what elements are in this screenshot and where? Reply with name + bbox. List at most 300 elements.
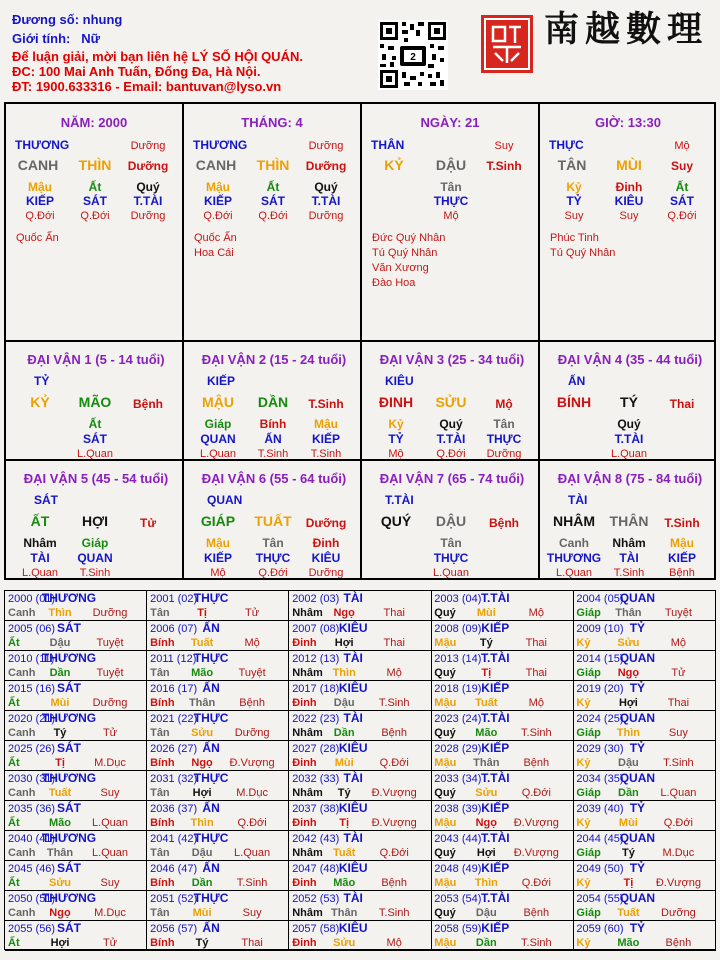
year-stem: Canh xyxy=(8,667,36,679)
luck-hidden-stem: Canh xyxy=(559,536,589,550)
year-branch: Thìn xyxy=(48,607,72,619)
year-cell xyxy=(573,681,715,711)
year-label: 2038 (39) xyxy=(434,803,482,815)
year-ten-god: KIẾP xyxy=(481,621,510,635)
luck-stage: Dưỡng xyxy=(305,516,347,530)
year-ten-god: ẤN xyxy=(202,741,220,755)
year-label: 2000 (01) xyxy=(8,593,56,605)
year-cell xyxy=(431,651,573,681)
pillar-hidden-stage: Dưỡng xyxy=(130,210,166,222)
year-stage: M.Dục xyxy=(94,757,126,769)
year-label: 2057 (58) xyxy=(292,923,340,935)
year-ten-god: QUAN xyxy=(619,711,656,725)
pillar-stem: CANH xyxy=(195,157,237,173)
pillar-stage: Dưỡng xyxy=(127,159,169,173)
luck-hidden-stage: L.Quan xyxy=(76,448,114,459)
year-stem: Quý xyxy=(434,847,456,859)
year-cell xyxy=(431,921,573,951)
luck-ten-god: TÀI xyxy=(568,493,588,507)
year-stage: Tử xyxy=(102,727,118,739)
year-cell xyxy=(431,621,573,651)
year-label: 2053 (54) xyxy=(434,893,482,905)
year-ten-god: THƯƠNG xyxy=(41,591,97,605)
year-stem: Ất xyxy=(8,757,20,769)
year-stage: T.Sinh xyxy=(521,937,552,949)
year-ten-god: TỶ xyxy=(629,861,646,875)
pillar-title: NĂM: 2000 xyxy=(60,115,128,130)
luck-ten-god: T.TÀI xyxy=(385,493,414,507)
luck-hidden-stem: Quý xyxy=(439,417,463,431)
year-branch: Ngọ xyxy=(49,907,71,919)
year-cell xyxy=(289,831,431,861)
year-branch: Tị xyxy=(197,607,207,619)
luck-branch: THÂN xyxy=(609,513,649,529)
year-cell xyxy=(289,591,431,621)
luck-hidden-stem: Tân xyxy=(440,536,462,550)
year-label: 2042 (43) xyxy=(292,833,340,845)
luck-hidden-god: QUAN xyxy=(77,551,113,565)
year-ten-god: TỶ xyxy=(629,681,646,695)
year-stage: Bệnh xyxy=(523,907,550,919)
year-stem: Canh xyxy=(8,907,36,919)
luck-stage: T.Sinh xyxy=(664,516,700,530)
luck-hidden-stage: L.Quan xyxy=(21,567,59,578)
year-ten-god: QUAN xyxy=(619,771,656,785)
luck-stage: T.Sinh xyxy=(308,397,344,411)
year-stage: Q.Đới xyxy=(521,787,551,799)
luck-hidden-god: TÀI xyxy=(30,551,50,565)
luck-pillar-cell xyxy=(362,342,538,459)
luck-hidden-stem: Đinh xyxy=(312,536,340,550)
pillar-shensha: Văn Xương xyxy=(372,262,429,274)
pillar-hidden-stem: Ất xyxy=(266,180,280,194)
year-branch: Thìn xyxy=(616,727,640,739)
year-stem: Mậu xyxy=(434,697,457,709)
luck-ten-god: QUAN xyxy=(207,493,243,507)
year-branch: Dậu xyxy=(49,637,71,649)
year-stage: Dưỡng xyxy=(661,907,696,919)
year-label: 2001 (02) xyxy=(150,593,198,605)
year-branch: Mão xyxy=(475,727,498,739)
year-ten-god: TỶ xyxy=(629,741,646,755)
year-stem: Giáp xyxy=(576,787,601,799)
pillar-hidden-god: TỶ xyxy=(566,194,582,208)
year-stem: Mậu xyxy=(434,817,457,829)
year-stem: Nhâm xyxy=(292,907,323,919)
year-label: 2049 (50) xyxy=(576,863,624,875)
year-cell xyxy=(5,891,147,921)
year-label: 2056 (57) xyxy=(150,923,198,935)
year-stage: Đ.Vượng xyxy=(371,787,417,799)
year-stage: Thai xyxy=(667,697,690,709)
year-branch: Dậu xyxy=(333,697,355,709)
year-branch: Hợi xyxy=(476,847,496,859)
year-stage: Mộ xyxy=(386,937,402,949)
year-stem: Canh xyxy=(8,847,36,859)
pillar-stem: TÂN xyxy=(557,157,587,173)
year-cell xyxy=(431,591,573,621)
year-ten-god: KIẾP xyxy=(481,801,510,815)
pillar-hidden-stem: Mậu xyxy=(206,180,230,194)
year-cell xyxy=(289,621,431,651)
luck-hidden-god: KIẾP xyxy=(203,551,233,565)
pillar-hidden-stage: Mộ xyxy=(443,210,459,222)
luck-hidden-stage: Bệnh xyxy=(669,567,695,578)
year-branch: Thân xyxy=(331,907,358,919)
year-cell xyxy=(5,801,147,831)
pillar-hidden-god: THỰC xyxy=(433,194,469,208)
year-stem: Bính xyxy=(150,697,175,709)
year-label: 2047 (48) xyxy=(292,863,340,875)
year-label: 2018 (19) xyxy=(434,683,482,695)
year-branch: Ngọ xyxy=(333,607,355,619)
year-cell xyxy=(289,921,431,951)
year-branch: Sửu xyxy=(48,877,72,889)
luck-pillar-cell xyxy=(184,342,360,459)
luck-hidden-god: TỶ xyxy=(388,432,404,446)
luck-hidden-god: THỰC xyxy=(255,551,291,565)
year-label: 2043 (44) xyxy=(434,833,482,845)
year-stem: Đinh xyxy=(292,817,317,829)
year-cell xyxy=(5,591,147,621)
year-stage: Q.Đới xyxy=(237,817,267,829)
year-ten-god: KIẾP xyxy=(481,681,510,695)
pillar-ten-god: THƯƠNG xyxy=(193,138,248,152)
year-label: 2017 (18) xyxy=(292,683,340,695)
luck-hidden-god: ẤN xyxy=(264,432,282,446)
year-stem: Quý xyxy=(434,607,456,619)
year-branch: Tý xyxy=(621,847,635,859)
year-cell xyxy=(573,801,715,831)
year-stem: Quý xyxy=(434,667,456,679)
year-stem: Ất xyxy=(8,817,20,829)
year-stem: Ất xyxy=(8,637,20,649)
year-cell xyxy=(147,921,289,951)
year-cell xyxy=(147,891,289,921)
year-ten-god: TÀI xyxy=(343,891,363,905)
year-stage: M.Dục xyxy=(662,847,695,859)
year-cell xyxy=(147,651,289,681)
luck-pillar-cell xyxy=(540,342,716,459)
year-ten-god: T.TÀI xyxy=(480,831,510,845)
luck-title: ĐẠI VẬN 8 (75 - 84 tuổi) xyxy=(557,471,703,486)
year-ten-god: KIÊU xyxy=(338,921,368,935)
year-branch: Sửu xyxy=(191,727,214,739)
year-label: 2024 (25) xyxy=(576,713,624,725)
year-stage: Bệnh xyxy=(239,697,265,709)
year-label: 2051 (52) xyxy=(150,893,198,905)
year-stage: Thai xyxy=(383,637,405,649)
year-stem: Nhâm xyxy=(292,847,323,859)
year-ten-god: QUAN xyxy=(619,591,656,605)
year-stem: Tân xyxy=(150,667,170,679)
pillar-hidden-god: T.TÀI xyxy=(311,194,341,208)
year-stem: Tân xyxy=(150,607,170,619)
year-ten-god: KIÊU xyxy=(338,681,368,695)
pillar-top-stage: Dưỡng xyxy=(130,140,166,152)
pillar-cell xyxy=(540,104,716,340)
year-stage: Đ.Vượng xyxy=(655,877,701,889)
year-cell xyxy=(573,741,715,771)
year-branch: Tị xyxy=(623,877,634,889)
luck-stage: Mộ xyxy=(495,397,513,411)
pillar-hidden-stage: Q.Đới xyxy=(258,210,288,222)
year-branch: Dậu xyxy=(618,757,639,769)
pillar-ten-god: THÂN xyxy=(371,138,405,152)
year-label: 2006 (07) xyxy=(150,623,198,635)
year-cell xyxy=(5,771,147,801)
year-branch: Ngọ xyxy=(475,817,497,829)
year-stem: Kỷ xyxy=(576,817,591,829)
qr-center-label: 2 xyxy=(410,52,416,63)
year-cell xyxy=(573,831,715,861)
year-stem: Ất xyxy=(8,937,20,949)
pillar-hidden-stem: Kỷ xyxy=(566,180,582,194)
year-cell xyxy=(147,831,289,861)
year-stem: Tân xyxy=(150,907,170,919)
luck-branch: TÝ xyxy=(620,394,638,410)
year-cell xyxy=(573,921,715,951)
pillar-branch: DẬU xyxy=(435,157,467,173)
pillar-hidden-stage: Q.Đới xyxy=(80,210,110,222)
year-stem: Quý xyxy=(434,907,456,919)
luck-hidden-god: SÁT xyxy=(83,432,107,446)
year-branch: Hợi xyxy=(618,697,638,709)
year-stage: Tuyệt xyxy=(96,637,124,649)
year-stage: T.Sinh xyxy=(378,697,410,709)
luck-hidden-god: KIẾP xyxy=(311,432,341,446)
annual-years-table xyxy=(4,590,716,950)
year-cell xyxy=(5,741,147,771)
year-label: 2012 (13) xyxy=(292,653,340,665)
year-label: 2009 (10) xyxy=(576,623,624,635)
pillar-hidden-stem: Tân xyxy=(440,180,462,194)
year-ten-god: T.TÀI xyxy=(480,591,510,605)
year-stem: Bính xyxy=(150,637,175,649)
luck-hidden-god: T.TÀI xyxy=(436,432,466,446)
year-stem: Bính xyxy=(150,937,175,949)
year-cell xyxy=(289,651,431,681)
pillar-shensha: Đào Hoa xyxy=(372,277,416,289)
year-stage: Thai xyxy=(525,637,547,649)
year-stem: Canh xyxy=(8,787,36,799)
year-stage: Dưỡng xyxy=(234,727,270,739)
luck-pillar-cell xyxy=(184,461,360,578)
pillar-ten-god: THỰC xyxy=(549,138,584,152)
pillar-ten-god: THƯƠNG xyxy=(15,138,70,152)
luck-hidden-stem: Mậu xyxy=(206,536,230,550)
pillar-title: GIỜ: 13:30 xyxy=(594,115,662,130)
owner-name: Đương số: nhung xyxy=(12,12,123,27)
year-stem: Mậu xyxy=(434,757,457,769)
year-ten-god: TÀI xyxy=(343,771,363,785)
year-stem: Giáp xyxy=(576,607,601,619)
year-label: 2022 (23) xyxy=(292,713,340,725)
year-ten-god: TỶ xyxy=(629,621,646,635)
year-label: 2029 (30) xyxy=(576,743,624,755)
year-branch: Tị xyxy=(55,757,65,769)
year-stem: Ất xyxy=(8,697,20,709)
year-stage: Tuyệt xyxy=(238,667,266,679)
luck-branch: TUẤT xyxy=(254,513,292,529)
year-cell xyxy=(289,741,431,771)
luck-stem: BÍNH xyxy=(556,394,592,410)
chart-grid xyxy=(4,102,716,580)
year-stage: Mộ xyxy=(386,667,402,679)
year-label: 2039 (40) xyxy=(576,803,624,815)
year-ten-god: THỰC xyxy=(193,891,229,905)
luck-hidden-stage: T.Sinh xyxy=(257,448,289,459)
year-branch: Thân xyxy=(188,697,216,709)
year-branch: Ngọ xyxy=(191,757,213,769)
year-label: 2040 (41) xyxy=(8,833,56,845)
qr-code-icon[interactable] xyxy=(378,20,448,90)
luck-hidden-stage: T.Sinh xyxy=(79,567,111,578)
year-label: 2044 (45) xyxy=(576,833,624,845)
year-label: 2011 (12) xyxy=(150,653,197,665)
year-cell xyxy=(147,741,289,771)
year-cell xyxy=(5,681,147,711)
luck-hidden-stage: Q.Đới xyxy=(258,567,288,578)
year-stem: Kỷ xyxy=(576,697,591,709)
year-cell xyxy=(573,651,715,681)
year-cell xyxy=(5,651,147,681)
year-label: 2059 (60) xyxy=(576,923,624,935)
luck-stem: NHÂM xyxy=(553,513,595,529)
luck-title: ĐẠI VẬN 4 (35 - 44 tuổi) xyxy=(557,352,703,367)
year-cell xyxy=(147,591,289,621)
luck-pillar-cell xyxy=(6,461,182,578)
year-stem: Đinh xyxy=(292,877,317,889)
year-cell xyxy=(289,861,431,891)
year-label: 2007 (08) xyxy=(292,623,340,635)
year-stage: Suy xyxy=(100,787,120,799)
year-stage: Đ.Vượng xyxy=(513,817,559,829)
luck-hidden-stage: L.Quan xyxy=(555,567,593,578)
year-stage: Q.Đới xyxy=(379,757,409,769)
year-stage: Đ.Vượng xyxy=(513,847,559,859)
year-branch: Hợi xyxy=(50,937,70,949)
pillar-hidden-stage: Suy xyxy=(564,210,584,222)
luck-pillar-cell xyxy=(6,342,182,459)
year-branch: Dậu xyxy=(475,907,497,919)
year-stage: Suy xyxy=(242,907,262,919)
year-label: 2004 (05) xyxy=(576,593,624,605)
luck-stage: Thai xyxy=(669,397,695,411)
year-branch: Mão xyxy=(191,667,214,679)
year-cell xyxy=(289,891,431,921)
year-stem: Đinh xyxy=(292,637,317,649)
year-branch: Thân xyxy=(46,847,74,859)
year-label: 2033 (34) xyxy=(434,773,482,785)
year-ten-god: KIẾP xyxy=(481,741,510,755)
brand-logo-text: 南越數理 xyxy=(544,9,709,50)
pillar-hidden-stage: Dưỡng xyxy=(308,210,344,222)
year-stage: T.Sinh xyxy=(236,877,268,889)
year-stem: Nhâm xyxy=(292,727,323,739)
year-label: 2035 (36) xyxy=(8,803,56,815)
year-label: 2052 (53) xyxy=(292,893,340,905)
year-label: 2058 (59) xyxy=(434,923,482,935)
luck-hidden-stage: Dưỡng xyxy=(486,448,522,459)
header xyxy=(0,0,720,100)
year-stem: Nhâm xyxy=(292,667,323,679)
year-branch: Thìn xyxy=(332,667,356,679)
pillar-shensha: Tú Quý Nhân xyxy=(550,247,616,259)
year-label: 2023 (24) xyxy=(434,713,482,725)
year-ten-god: QUAN xyxy=(619,891,656,905)
year-cell xyxy=(147,711,289,741)
pillar-hidden-god: KIẾP xyxy=(203,194,233,208)
year-ten-god: KIẾP xyxy=(481,921,510,935)
pillar-branch: MÙI xyxy=(616,157,642,173)
year-stage: Mộ xyxy=(244,637,260,649)
luck-hidden-stem: Ất xyxy=(88,417,102,431)
luck-pillar-cell xyxy=(362,461,538,578)
pillar-shensha: Hoa Cái xyxy=(194,247,234,259)
luck-hidden-stage: Dưỡng xyxy=(308,567,344,578)
pillar-hidden-stage: Q.Đới xyxy=(203,210,233,222)
year-label: 2013 (14) xyxy=(434,653,482,665)
year-stem: Đinh xyxy=(292,757,317,769)
luck-hidden-stage: Mộ xyxy=(210,567,226,578)
luck-pillar-cell xyxy=(540,461,716,578)
year-stem: Canh xyxy=(8,607,36,619)
pillar-hidden-stage: Suy xyxy=(619,210,639,222)
year-cell xyxy=(289,771,431,801)
year-stem: Giáp xyxy=(576,847,601,859)
year-branch: Dậu xyxy=(191,847,213,859)
year-ten-god: SÁT xyxy=(57,921,81,935)
year-branch: Mão xyxy=(333,877,356,889)
luck-hidden-stem: Giáp xyxy=(81,536,109,550)
year-branch: Tý xyxy=(195,937,209,949)
year-stage: Đ.Vượng xyxy=(229,757,275,769)
year-label: 2045 (46) xyxy=(8,863,56,875)
year-stem: Kỷ xyxy=(576,937,591,949)
year-stage: T.Sinh xyxy=(521,727,552,739)
year-ten-god: THƯƠNG xyxy=(41,891,97,905)
luck-branch: MÃO xyxy=(78,394,112,410)
luck-hidden-stage: T.Sinh xyxy=(613,567,645,578)
luck-hidden-stem: Nhâm xyxy=(612,536,646,550)
year-stage: M.Dục xyxy=(236,787,268,799)
year-ten-god: KIÊU xyxy=(338,741,368,755)
pillar-hidden-god: SÁT xyxy=(261,194,285,208)
year-label: 2020 (21) xyxy=(8,713,56,725)
year-stage: T.Sinh xyxy=(663,757,694,769)
year-ten-god: KIÊU xyxy=(338,861,368,875)
year-cell xyxy=(431,741,573,771)
year-ten-god: SÁT xyxy=(57,741,81,755)
year-branch: Mùi xyxy=(50,697,70,709)
luck-branch: SỬU xyxy=(435,394,467,410)
year-ten-god: SÁT xyxy=(57,861,81,875)
year-branch: Tuất xyxy=(475,697,498,709)
year-ten-god: SÁT xyxy=(57,801,81,815)
pillar-hidden-stem: Ất xyxy=(88,180,102,194)
year-branch: Tuất xyxy=(617,907,640,919)
year-stem: Mậu xyxy=(434,637,457,649)
luck-hidden-god: KIÊU xyxy=(311,551,341,565)
luck-ten-god: KIÊU xyxy=(385,374,414,388)
year-stem: Tân xyxy=(150,847,170,859)
year-cell xyxy=(573,861,715,891)
year-stem: Canh xyxy=(8,727,36,739)
year-stage: L.Quan xyxy=(91,847,129,859)
luck-stage: Tử xyxy=(139,516,157,530)
year-stage: Tử xyxy=(671,667,686,679)
